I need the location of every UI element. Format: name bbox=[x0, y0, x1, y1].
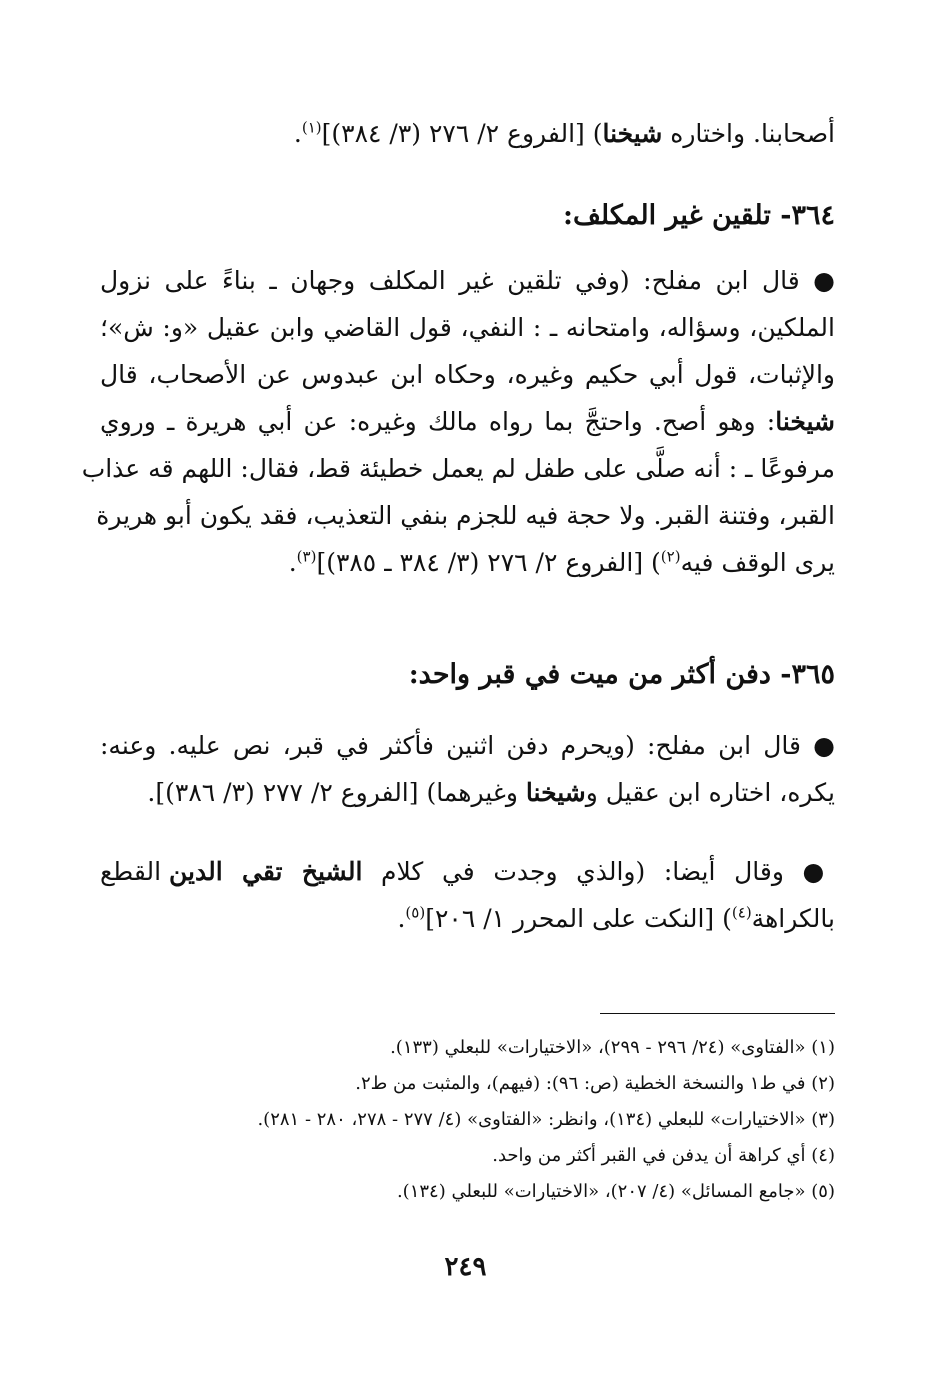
text-line: يرى الوقف فيه$^{(٢)}$) [الفروع ٢/ ٢٧٦ (٣/ ٣٨٤ ـ ٣٨٥)]$^{(٣)}$. bbox=[288, 547, 835, 577]
footnote-item: (٥) «جامع المسائل» (٤/ ٢٠٧)، «الاختيارات» للبعلي (١٣٤). bbox=[396, 1181, 835, 1202]
footnote-item: (٣) «الاختيارات» للبعلي (١٣٤)، وانظر: «الفتاوى» (٤/ ٢٧٧ - ٢٧٨، ٢٨٠ - ٢٨١). bbox=[257, 1109, 835, 1130]
sheikh-name: شيخنا bbox=[602, 119, 663, 148]
text-line: ● قال ابن مفلح: (ويحرم دفن اثنين فأكثر في قبر، نص عليه. وعنه: bbox=[100, 731, 835, 760]
footnote-ref: (١) bbox=[301, 118, 322, 137]
text-line: أصحابنا. واختاره شيخنا) [الفروع ٢/ ٢٧٦ (٣/ ٣٨٤)]$^{(١)}$. bbox=[293, 118, 835, 148]
text-line: بالكراهة$^{(٤)}$) [النكت على المحرر ١/ ٢٠٦]$^{(٥)}$. bbox=[397, 903, 835, 933]
footnote-item: (٢) في ط١ والنسخة الخطية (ص: ٩٦): (فيهم)، والمثبت من ط٢. bbox=[355, 1073, 835, 1094]
footnotes bbox=[95, 1030, 835, 1210]
sheikh-name: شيخنا bbox=[525, 778, 586, 807]
text-line: والإثبات، قول أبي حكيم وغيره، وحكاه ابن عبدوس عن الأصحاب، قال bbox=[100, 360, 835, 389]
footnote-ref: (٢) bbox=[660, 547, 681, 566]
footnote-ref: (٣) bbox=[296, 547, 317, 566]
section-heading-364: ٣٦٤- تلقين غير المكلف: bbox=[562, 200, 835, 231]
sheikh-name: الشيخ تقي الدين bbox=[168, 857, 363, 886]
text-line: مرفوعًا ـ : أنه صلَّى على طفل لم يعمل خطيئة قط، فقال: اللهم قه عذاب bbox=[81, 454, 835, 483]
text-line: ● قال ابن مفلح: (وفي تلقين غير المكلف وجهان ـ بناءً على نزول bbox=[100, 266, 835, 295]
continuation-paragraph bbox=[100, 110, 835, 157]
text-line: يكره، اختاره ابن عقيل وشيخنا وغيرهما) [الفروع ٢/ ٢٧٧ (٣/ ٣٨٦)]. bbox=[147, 778, 835, 807]
section-heading-365: ٣٦٥- دفن أكثر من ميت في قبر واحد: bbox=[408, 659, 835, 690]
footnote-divider bbox=[600, 1013, 835, 1014]
text-line: القبر، وفتنة القبر. ولا حجة فيه للجزم بنفي التعذيب، فقد يكون أبو هريرة bbox=[96, 501, 835, 530]
text-line: ● وقال أيضا: (والذي وجدت في كلام الشيخ تقي الدين القطع bbox=[100, 857, 835, 886]
text-line: شيخنا: وهو أصح. واحتجَّ بما رواه مالك وغيره: عن أبي هريرة ـ وروي bbox=[100, 407, 835, 436]
section-365-paragraph-1 bbox=[100, 722, 835, 816]
text-line: الملكين، وسؤاله، وامتحانه ـ : النفي، قول القاضي وابن عقيل «و: ش»؛ bbox=[100, 313, 835, 342]
section-365-paragraph-2 bbox=[100, 848, 835, 942]
footnote-ref: (٤) bbox=[731, 903, 752, 922]
footnote-ref: (٥) bbox=[405, 903, 426, 922]
sheikh-name: شيخنا bbox=[775, 407, 835, 436]
page-number: ٢٤٩ bbox=[444, 1252, 487, 1282]
section-364-paragraph bbox=[81, 257, 835, 586]
footnote-item: (٤) أي كراهة أن يدفن في القبر أكثر من واحد. bbox=[492, 1145, 835, 1166]
footnote-item: (١) «الفتاوى» (٢٤/ ٢٩٦ - ٢٩٩)، «الاختيارات» للبعلي (١٣٣). bbox=[390, 1037, 835, 1058]
